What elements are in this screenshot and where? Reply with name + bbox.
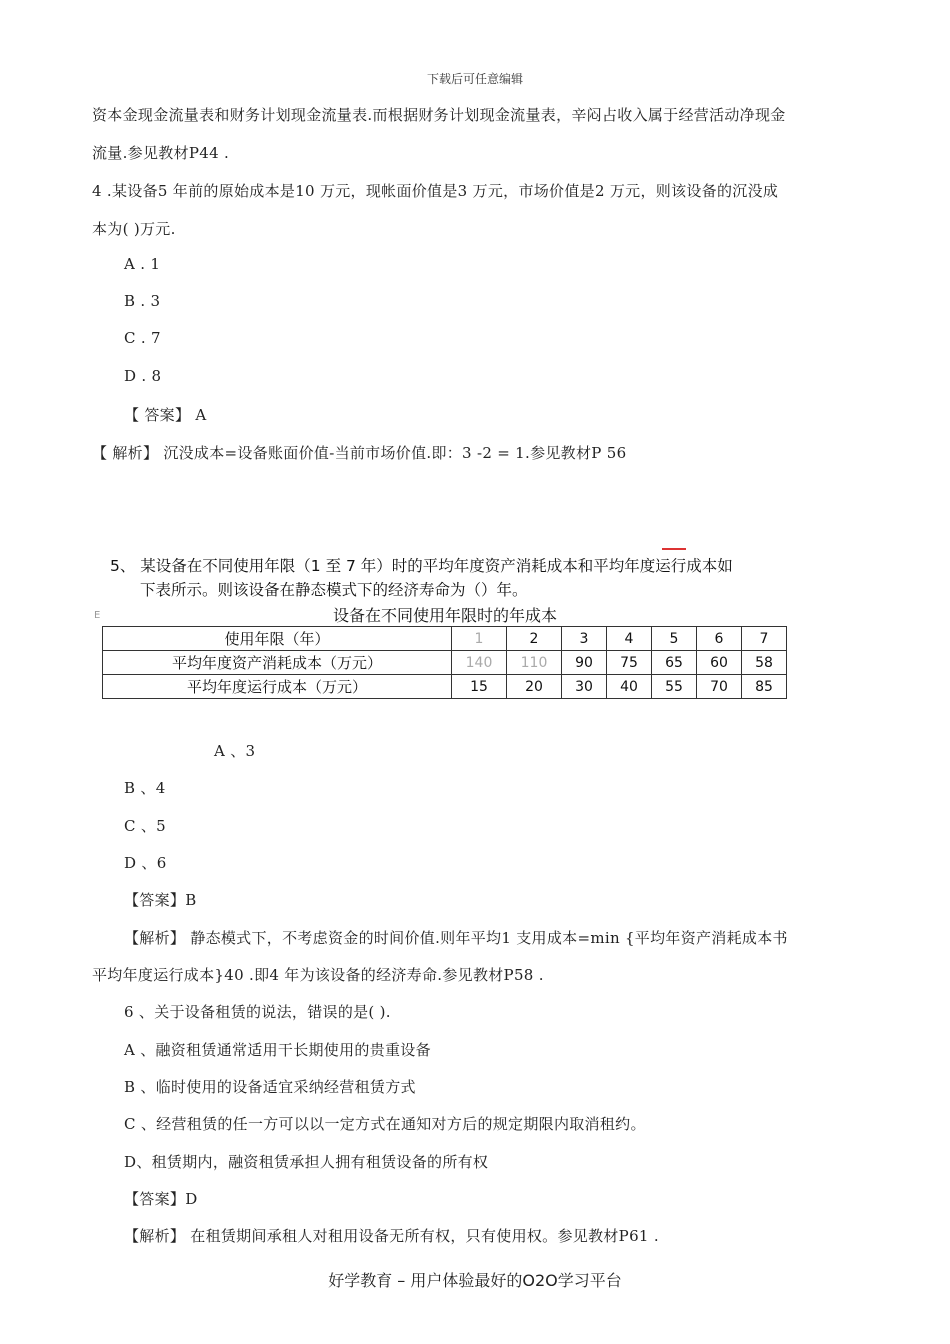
- table-cell: 15: [452, 675, 507, 699]
- annual-cost-table: [102, 626, 787, 699]
- red-underline-mark: [662, 548, 686, 550]
- margin-mark: E: [94, 610, 101, 621]
- explanation-cont: 平均年度运行成本}40 .即4 年为该设备的经济寿命.参见教材P58 .: [92, 966, 544, 984]
- table-cell: 85: [742, 675, 787, 699]
- table-cell: 20: [507, 675, 562, 699]
- option-a: A . 1: [124, 255, 161, 273]
- option-c: C . 7: [124, 329, 161, 347]
- option-a: A 、3: [214, 742, 256, 760]
- table-cell: 90: [562, 651, 607, 675]
- text-line: 流量.参见教材P44 .: [92, 144, 230, 162]
- question-4-stem-cont: 本为( )万元.: [92, 220, 176, 238]
- table-title: 设备在不同使用年限时的年成本: [332, 606, 557, 625]
- table-cell: 55: [652, 675, 697, 699]
- table-cell: 58: [742, 651, 787, 675]
- explanation: 【解析】 静态模式下，不考虑资金的时间价值.则年平均1 支用成本=min {平均年资产消耗成本书: [124, 929, 788, 947]
- table-cell: 7: [742, 627, 787, 651]
- table-header-cell: 使用年限（年）: [103, 627, 452, 651]
- table-header-cell: 平均年度运行成本（万元）: [103, 675, 452, 699]
- explanation: 【 解析】 沉没成本=设备账面价值-当前市场价值.即：3 -2 = 1.参见教材P 56: [92, 444, 627, 462]
- answer: 【答案】B: [124, 891, 197, 909]
- page-header-note: 下载后可任意编辑: [426, 72, 523, 86]
- option-b: B . 3: [124, 292, 161, 310]
- table-cell: 140: [452, 651, 507, 675]
- page-footer: 好学教育 – 用户体验最好的O2O学习平台: [328, 1271, 622, 1290]
- table-cell: 75: [607, 651, 652, 675]
- table-row: [103, 651, 787, 675]
- table-header-cell: 平均年度资产消耗成本（万元）: [103, 651, 452, 675]
- table-cell: 40: [607, 675, 652, 699]
- table-cell: 30: [562, 675, 607, 699]
- option-d: D 、6: [124, 854, 167, 872]
- table-cell: 60: [697, 651, 742, 675]
- table-cell: 5: [652, 627, 697, 651]
- question-4-stem: 4 .某设备5 年前的原始成本是10 万元，现帐面价值是3 万元，市场价值是2 万元，则该设备的沉没成: [92, 182, 779, 200]
- option-c: C 、5: [124, 817, 166, 835]
- option-b: B 、临时使用的设备适宜采纳经营租赁方式: [124, 1078, 416, 1096]
- option-d: D . 8: [124, 367, 162, 385]
- option-d: D、租赁期内，融资租赁承担人拥有租赁设备的所有权: [124, 1153, 489, 1171]
- question-6-stem: 6 、关于设备租赁的说法，错误的是( ).: [124, 1003, 391, 1021]
- table-cell: 65: [652, 651, 697, 675]
- answer: 【 答案】 A: [124, 406, 207, 424]
- explanation: 【解析】 在租赁期间承租人对租用设备无所有权，只有使用权。参见教材P61 .: [124, 1227, 659, 1245]
- table-cell: 3: [562, 627, 607, 651]
- scanned-question-image: [94, 548, 790, 708]
- question-5-stem-cont: 下表所示。则该设备在静态模式下的经济寿命为（）年。: [140, 581, 528, 599]
- table-cell: 70: [697, 675, 742, 699]
- option-b: B 、4: [124, 779, 166, 797]
- table-row: [103, 675, 787, 699]
- answer: 【答案】D: [124, 1190, 198, 1208]
- option-c: C 、经营租赁的任一方可以以一定方式在通知对方后的规定期限内取消租约。: [124, 1115, 646, 1133]
- table-cell: 110: [507, 651, 562, 675]
- table-cell: 1: [452, 627, 507, 651]
- table-row: [103, 627, 787, 651]
- question-5-stem: 5、 某设备在不同使用年限（1 至 7 年）时的平均年度资产消耗成本和平均年度运行成本如: [110, 557, 733, 575]
- option-a: A 、融资租赁通常适用干长期使用的贵重设备: [124, 1041, 431, 1059]
- table-cell: 6: [697, 627, 742, 651]
- table-cell: 2: [507, 627, 562, 651]
- text-line: 资本金现金流量表和财务计划现金流量表.而根据财务计划现金流量表，辛闷占收入属于经营活动净现金: [92, 106, 786, 124]
- table-cell: 4: [607, 627, 652, 651]
